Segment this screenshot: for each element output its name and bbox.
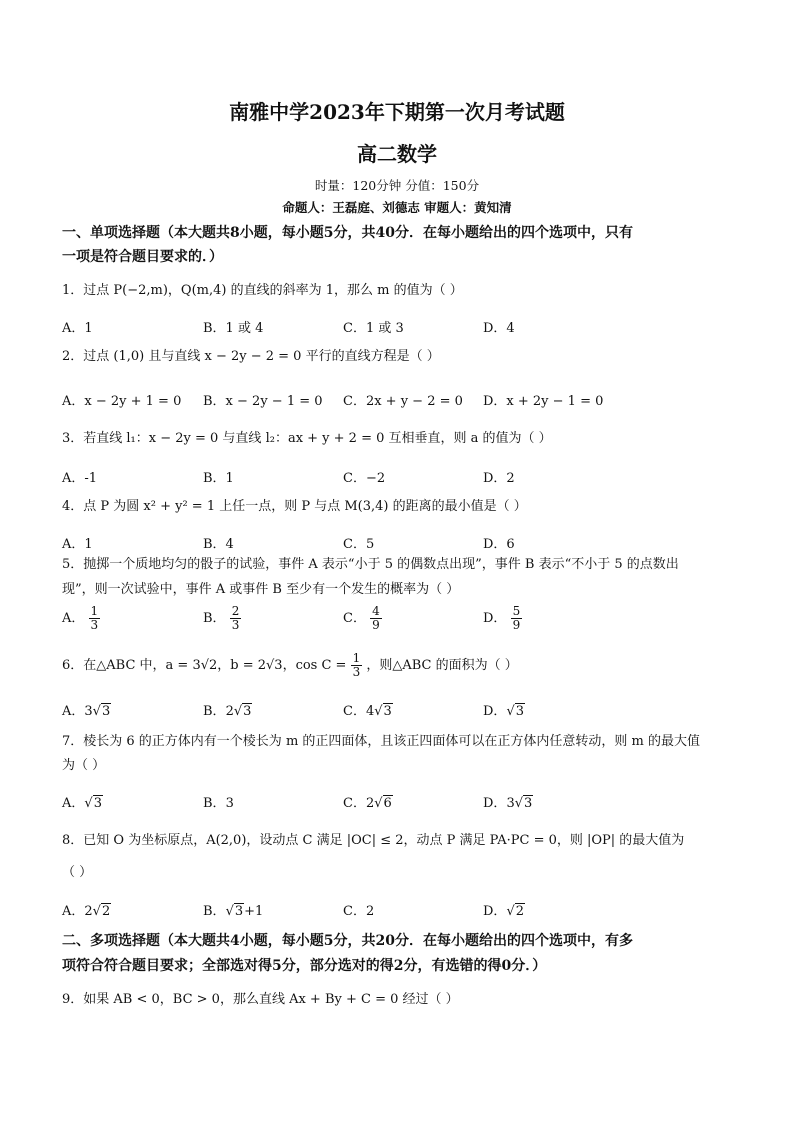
- sqrt-sign: √: [233, 704, 243, 719]
- q3-option-d: D．2: [483, 471, 515, 486]
- question-1-stem: 1．过点 P(−2,m)，Q(m,4) 的直线的斜率为 1，那么 m 的值为（ ）: [62, 283, 463, 298]
- option-letter: B．: [203, 611, 226, 626]
- q6-stem-part-a: 6．在△ABC 中，a = 3√2，b = 2√3，cos C =: [62, 658, 347, 673]
- q6-option-b: [203, 700, 252, 719]
- exam-subject: 高二数学: [357, 142, 437, 166]
- q3-option-a: A．-1: [62, 471, 98, 486]
- question-2-stem: 2．过点 (1,0) 且与直线 x − 2y − 2 = 0 平行的直线方程是（ ）: [62, 349, 440, 364]
- option-letter: B．: [203, 904, 226, 919]
- option-letter: D．: [483, 796, 507, 811]
- radicand: 2: [101, 904, 111, 919]
- q1-option-b: B．1 或 4: [203, 321, 264, 336]
- option-letter: D．: [483, 904, 507, 919]
- q5-option-c: [343, 605, 382, 632]
- q7-option-a: [62, 792, 103, 811]
- q8-option-d: [483, 900, 525, 919]
- question-5-stem-line2: 现”，则一次试验中，事件 A 或事件 B 至少有一个发生的概率为（ ）: [62, 582, 460, 597]
- q7-option-d: [483, 792, 533, 811]
- sqrt-sign: √: [374, 704, 383, 719]
- q3-option-c: C．−2: [343, 471, 386, 486]
- radicand: 3: [383, 704, 392, 719]
- fraction-numerator: 1: [90, 604, 99, 618]
- question-3-stem: 3．若直线 l₁：x − 2y = 0 与直线 l₂：ax + y + 2 = 0 互相垂直，则 a 的值为（ ）: [62, 431, 552, 446]
- q1-option-c: C．1 或 3: [343, 321, 404, 336]
- sqrt-sign: √: [84, 796, 93, 811]
- question-5-stem-line1: 5．抛掷一个质地均匀的骰子的试验，事件 A 表示“小于 5 的偶数点出现”，事件 B 表示“不小于 5 的点数出: [62, 557, 679, 572]
- section1-heading-line2: 一项是符合题目要求的．）: [62, 249, 223, 265]
- radicand: 2: [515, 904, 525, 919]
- coefficient: 2: [365, 904, 375, 919]
- q1-option-a: A．1: [62, 321, 93, 336]
- question-8-stem-line1: 8．已知 O 为坐标原点，A(2,0)，设动点 C 满足 |OC| ≤ 2，动点 P 满足 PA·PC = 0，则 |OP| 的最大值为: [62, 833, 685, 848]
- option-letter: A．: [62, 796, 85, 811]
- option-letter: C．: [343, 704, 366, 719]
- question-9-stem: 9．如果 AB < 0，BC > 0，那么直线 Ax + By + C = 0 经过（ ）: [62, 992, 459, 1007]
- q8-option-c: [343, 900, 374, 919]
- question-7-stem-line2: 为（ ）: [62, 758, 106, 773]
- q2-option-b: B．x − 2y − 1 = 0: [203, 394, 323, 409]
- q1-option-d: D．4: [483, 321, 515, 336]
- fraction-numerator: 5: [512, 604, 521, 618]
- option-letter: D．: [483, 704, 507, 719]
- coefficient: 2: [365, 796, 375, 811]
- fraction: [230, 605, 242, 632]
- fraction-denominator: 3: [90, 618, 99, 632]
- radicand: 3: [234, 904, 244, 919]
- coefficient: 3: [506, 796, 515, 811]
- radicand: 3: [243, 704, 252, 719]
- q6-option-c: [343, 700, 393, 719]
- q8-option-b: [203, 900, 263, 919]
- authors-line: 命题人：王磊庭、刘德志 审题人：黄知清: [282, 200, 512, 215]
- q3-option-b: B．1: [203, 471, 234, 486]
- q7-option-b: [203, 792, 234, 811]
- option-letter: B．: [203, 704, 226, 719]
- fraction-numerator: 2: [231, 604, 240, 618]
- question-8-stem-line2: （ ）: [62, 865, 93, 880]
- section2-heading-line2: 项符合符合题目要求；全部选对得5分，部分选对的得2分，有选错的得0分．）: [62, 958, 547, 974]
- section2-heading-line1: 二、多项选择题（本大题共4小题，每小题5分，共20分．在每小题给出的四个选项中，有多: [62, 933, 633, 949]
- sqrt-sign: √: [506, 904, 515, 919]
- q6-option-a: [62, 700, 111, 719]
- option-letter: A．: [62, 704, 85, 719]
- coefficient: 2: [84, 904, 93, 919]
- q6-option-d: [483, 700, 525, 719]
- coefficient: 4: [365, 704, 375, 719]
- q4-option-a: A．1: [62, 537, 93, 552]
- fraction-denominator: 9: [512, 618, 521, 632]
- option-letter: A．: [62, 611, 85, 626]
- exam-title: 南雅中学2023年下期第一次月考试题: [229, 100, 565, 124]
- q2-option-a: A．x − 2y + 1 = 0: [62, 394, 182, 409]
- option-letter: C．: [343, 796, 366, 811]
- option-letter: D．: [483, 611, 507, 626]
- q5-option-b: [203, 605, 241, 632]
- time-score-line: 时量：120分钟 分值：150分: [314, 178, 480, 193]
- sqrt-sign: √: [506, 704, 515, 719]
- sqrt-sign: √: [92, 904, 101, 919]
- q2-option-d: D．x + 2y − 1 = 0: [483, 394, 604, 409]
- fraction-denominator: 3: [231, 618, 240, 632]
- fraction: [351, 652, 363, 679]
- option-tail: +1: [244, 904, 264, 919]
- fraction: [370, 605, 382, 632]
- question-4-stem: 4．点 P 为圆 x² + y² = 1 上任一点，则 P 与点 M(3,4) 的距离的最小值是（ ）: [62, 499, 527, 514]
- radicand: 3: [93, 796, 102, 811]
- sqrt-sign: √: [514, 796, 524, 811]
- sqrt-sign: √: [92, 704, 101, 719]
- fraction-denominator: 9: [372, 618, 380, 632]
- option-letter: B．: [203, 796, 226, 811]
- q4-option-b: B．4: [203, 537, 234, 552]
- option-letter: C．: [343, 904, 366, 919]
- fraction-numerator: 1: [352, 651, 361, 665]
- coefficient: 2: [225, 704, 234, 719]
- question-6-stem: [62, 652, 518, 679]
- radicand: 6: [383, 796, 392, 811]
- fraction-denominator: 3: [352, 665, 361, 679]
- radicand: 3: [524, 796, 533, 811]
- q6-stem-part-b: ，则△ABC 的面积为（ ）: [366, 658, 518, 673]
- option-letter: A．: [62, 904, 85, 919]
- radicand: 3: [515, 704, 525, 719]
- fraction: [511, 605, 523, 632]
- q4-option-d: D．6: [483, 537, 515, 552]
- coefficient: 3: [225, 796, 234, 811]
- section1-heading-line1: 一、单项选择题（本大题共8小题，每小题5分，共40分．在每小题给出的四个选项中，只有: [62, 225, 633, 241]
- fraction: [89, 605, 101, 632]
- q5-option-a: [62, 605, 100, 632]
- coefficient: 3: [84, 704, 93, 719]
- q4-option-c: C．5: [343, 537, 375, 552]
- radicand: 3: [101, 704, 111, 719]
- fraction-numerator: 4: [372, 604, 380, 618]
- option-letter: C．: [343, 611, 366, 626]
- q8-option-a: [62, 900, 111, 919]
- sqrt-sign: √: [225, 904, 234, 919]
- q5-option-d: [483, 605, 522, 632]
- q2-option-c: C．2x + y − 2 = 0: [343, 394, 463, 409]
- sqrt-sign: √: [374, 796, 383, 811]
- question-7-stem-line1: 7．棱长为 6 的正方体内有一个棱长为 m 的正四面体，且该正四面体可以在正方体内任意转动，则 m 的最大值: [62, 734, 700, 749]
- q7-option-c: [343, 792, 393, 811]
